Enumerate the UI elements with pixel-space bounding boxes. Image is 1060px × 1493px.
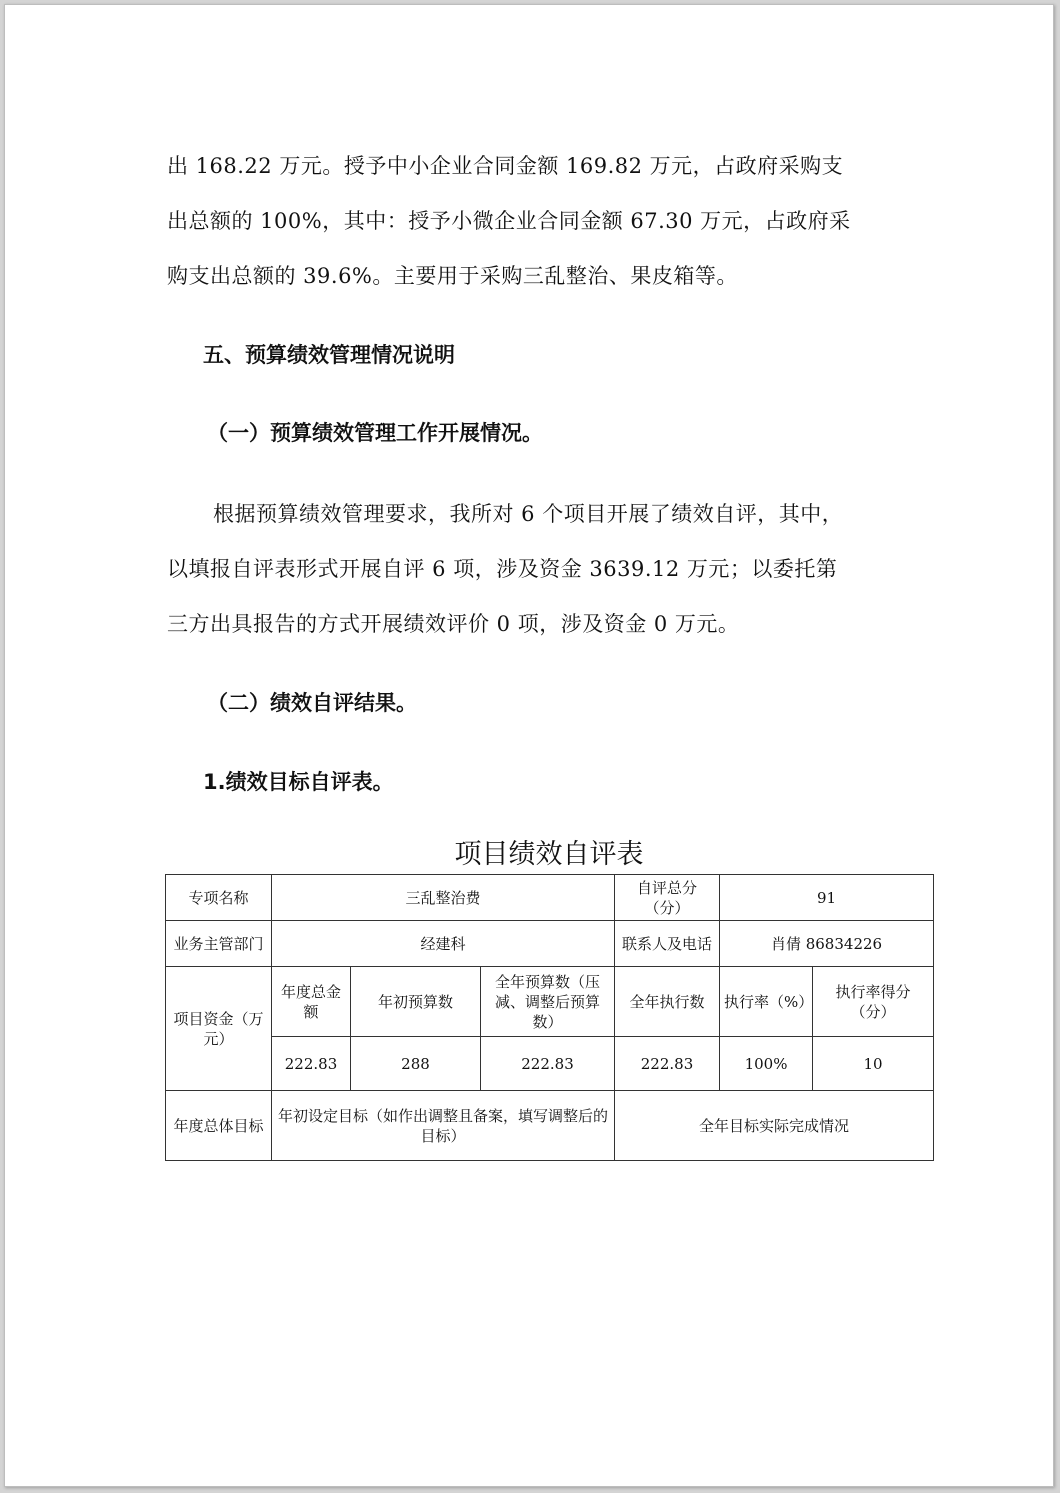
dept-label: 业务主管部门 — [166, 921, 272, 967]
dept-value: 经建科 — [272, 921, 615, 967]
table-row — [166, 967, 934, 1037]
funds-header: 年度总金额 — [272, 967, 351, 1037]
table-title: 项目绩效自评表 — [454, 839, 644, 870]
section-heading: 五、预算绩效管理情况说明 — [203, 343, 455, 367]
document-page — [4, 4, 1054, 1487]
funds-label: 项目资金（万元） — [166, 967, 272, 1091]
goal-set-header: 年初设定目标（如作出调整且备案，填写调整后的目标） — [272, 1091, 615, 1161]
paragraph-line: 购支出总额的 39.6%。主要用于采购三乱整治、果皮箱等。 — [167, 264, 738, 288]
paragraph-line: 三方出具报告的方式开展绩效评价 0 项，涉及资金 0 万元。 — [167, 612, 740, 636]
funds-value: 222.83 — [615, 1037, 720, 1091]
table-row — [166, 921, 934, 967]
funds-header: 执行率（%） — [720, 967, 813, 1037]
score-label: 自评总分（分） — [615, 875, 720, 921]
funds-header: 全年执行数 — [615, 967, 720, 1037]
goal-actual-header: 全年目标实际完成情况 — [615, 1091, 934, 1161]
contact-value: 肖倩 86834226 — [720, 921, 934, 967]
score-value: 91 — [720, 875, 934, 921]
paragraph-line: 出 168.22 万元。授予中小企业合同金额 169.82 万元，占政府采购支 — [167, 154, 844, 178]
contact-label: 联系人及电话 — [615, 921, 720, 967]
project-name-label: 专项名称 — [166, 875, 272, 921]
funds-header: 全年预算数（压减、调整后预算数） — [481, 967, 615, 1037]
table-row — [166, 875, 934, 921]
paragraph-line: 根据预算绩效管理要求，我所对 6 个项目开展了绩效自评，其中， — [213, 502, 844, 526]
funds-value: 100% — [720, 1037, 813, 1091]
paragraph-line: 以填报自评表形式开展自评 6 项，涉及资金 3639.12 万元；以委托第 — [167, 557, 838, 581]
paragraph-line: 出总额的 100%，其中：授予小微企业合同金额 67.30 万元，占政府采 — [167, 209, 851, 233]
performance-table — [165, 874, 934, 1161]
subsection-heading: （一）预算绩效管理工作开展情况。 — [207, 421, 543, 445]
table-row — [166, 1091, 934, 1161]
subsection-heading: 1.绩效目标自评表。 — [203, 770, 394, 794]
funds-header: 年初预算数 — [351, 967, 481, 1037]
funds-header: 执行率得分（分） — [813, 967, 934, 1037]
funds-value: 10 — [813, 1037, 934, 1091]
subsection-heading: （二）绩效自评结果。 — [207, 691, 417, 715]
funds-value: 288 — [351, 1037, 481, 1091]
funds-value: 222.83 — [272, 1037, 351, 1091]
funds-value: 222.83 — [481, 1037, 615, 1091]
goal-label: 年度总体目标 — [166, 1091, 272, 1161]
table-row — [166, 1037, 934, 1091]
project-name-value: 三乱整治费 — [272, 875, 615, 921]
